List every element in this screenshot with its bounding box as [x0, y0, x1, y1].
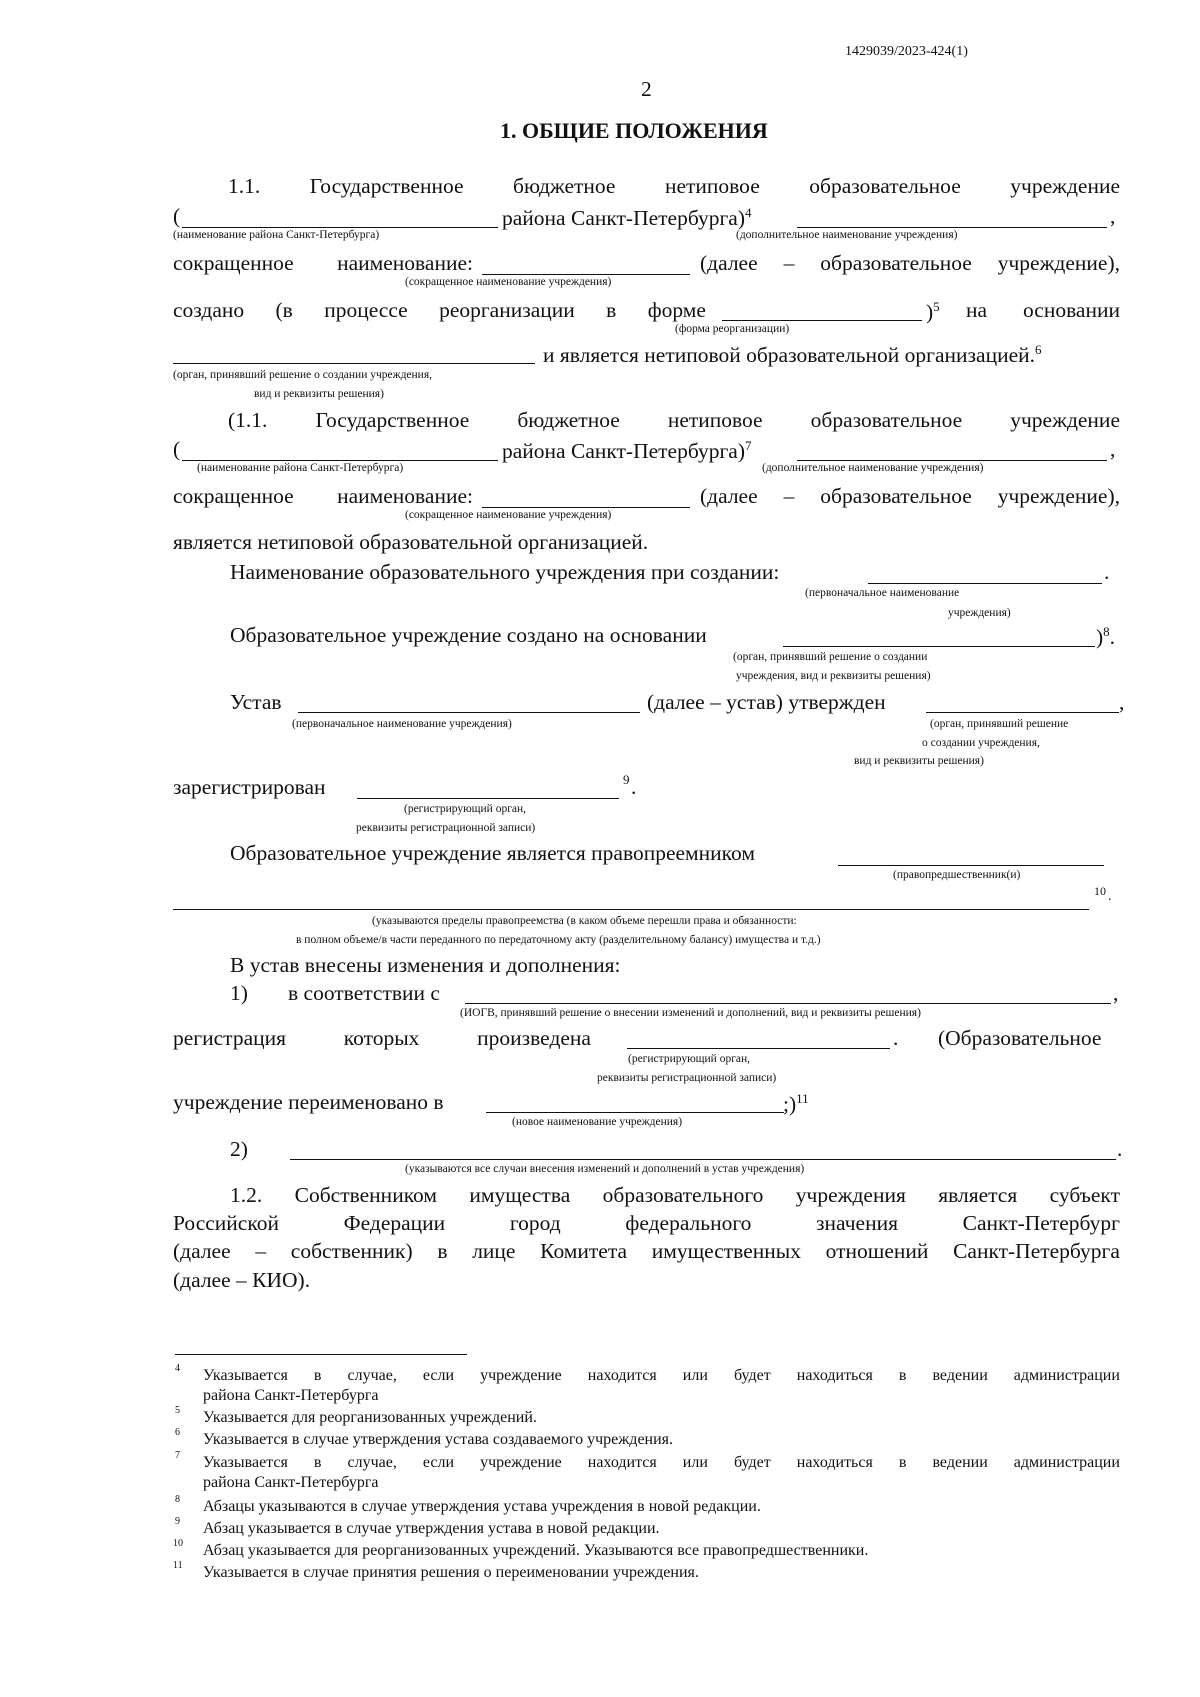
p2-short-blank — [482, 507, 690, 508]
footnote-5-text: Указывается для реорганизованных учреждений. — [203, 1409, 537, 1426]
amendment-1-blank — [465, 1003, 1111, 1004]
amendment-renamed-text: учреждение переименовано в — [173, 1090, 444, 1114]
footnote-9-text: Абзац указывается в случае утверждения устава в новой редакции. — [203, 1520, 660, 1537]
p1-district-label: района Санкт-Петербурга)$^4$ — [502, 205, 752, 231]
footnote-4-line2: района Санкт-Петербурга — [203, 1387, 379, 1404]
footnote-11-text: Указывается в случае принятия решения о переименовании учреждения. — [203, 1564, 699, 1581]
p1-short-tail: (далее – образовательное учреждение), — [700, 251, 1120, 275]
footnote-6-number: 6 — [175, 1427, 180, 1438]
amendment-reg-dot: . — [893, 1026, 899, 1050]
amendment-2-dot: . — [1117, 1137, 1123, 1161]
amendment-1-comma: , — [1113, 981, 1119, 1005]
amendment-caption-new-name: (новое наименование учреждения) — [512, 1116, 683, 1128]
footnote-11-number: 11 — [173, 1560, 183, 1571]
charter-caption-body-2: о создании учреждения, — [922, 737, 1040, 749]
p1-line1: 1.1. Государственное бюджетное нетиповое образовательное учреждение — [228, 174, 1120, 198]
footnote-7-line1: Указывается в случае, если учреждение находится или будет находиться в ведении администрации — [203, 1454, 1120, 1471]
footnote-ref-6: 6 — [1035, 342, 1042, 357]
p2-short-label: сокращенное наименование: — [173, 484, 473, 508]
footnote-ref-9: 9 — [623, 772, 630, 787]
p1-caption-body-2: вид и реквизиты решения) — [254, 388, 384, 400]
amendment-reg-words: регистрация которых произведена — [173, 1026, 591, 1050]
successor-scope-blank — [173, 909, 1089, 910]
amendment-renamed-blank — [486, 1112, 784, 1113]
successor-caption-predecessor: (правопредшественник(и) — [893, 869, 1021, 881]
p2-additional-blank — [797, 460, 1107, 461]
footnote-8-text: Абзацы указываются в случае утверждения устава учреждения в новой редакции. — [203, 1498, 761, 1515]
p1-caption-reorg-form: (форма реорганизации) — [675, 323, 790, 335]
charter-label: Устав — [230, 690, 282, 714]
amendment-reg-tail: (Образовательное — [938, 1026, 1102, 1050]
amendment-renamed-close: ;)$^{11}$ — [783, 1091, 809, 1117]
original-name-text: Наименование образовательного учреждения при создании: — [230, 560, 780, 584]
created-basis-close: )$^8$. — [1096, 624, 1116, 650]
p1-comma: , — [1110, 204, 1116, 228]
p1-caption-district: (наименование района Санкт-Петербурга) — [173, 229, 380, 241]
footnote-ref-10: 10 — [1094, 884, 1106, 898]
registered-caption-1: (регистрирующий орган, — [404, 803, 527, 815]
original-name-blank — [868, 583, 1102, 584]
charter-comma: , — [1119, 690, 1125, 714]
p1-nontypical: и является нетиповой образовательной организацией.$^6$ — [543, 342, 1042, 368]
successor-text: Образовательное учреждение является правопреемником — [230, 841, 755, 865]
p2-line1: (1.1. Государственное бюджетное нетиповое образовательное учреждение — [228, 408, 1120, 432]
original-name-dot: . — [1104, 560, 1110, 584]
page-number: 2 — [641, 77, 652, 101]
footnote-4-line1: Указывается в случае, если учреждение находится или будет находиться в ведении администрации — [203, 1367, 1120, 1384]
footnote-ref-5: 5 — [933, 299, 940, 314]
p1-body-blank — [173, 363, 535, 364]
p2-caption-district: (наименование района Санкт-Петербурга) — [197, 462, 404, 474]
registered-blank — [357, 798, 619, 799]
footnote-ref-8: 8 — [1103, 624, 1110, 639]
footnote-5-number: 5 — [175, 1405, 180, 1416]
amendment-reg-blank — [627, 1048, 890, 1049]
footnote-6-text: Указывается в случае утверждения устава создаваемого учреждения. — [203, 1431, 674, 1448]
p1-additional-blank — [797, 227, 1107, 228]
p12-line4: (далее – КИО). — [173, 1268, 311, 1292]
created-basis-text: Образовательное учреждение создано на основании — [230, 623, 707, 647]
p2-nontypical: является нетиповой образовательной организацией. — [173, 530, 649, 554]
registered-dot: . — [631, 775, 637, 799]
charter-body-blank — [926, 712, 1119, 713]
charter-caption-body-3: вид и реквизиты решения) — [854, 755, 984, 767]
amendments-intro: В устав внесены изменения и дополнения: — [230, 953, 621, 977]
p1-caption-additional: (дополнительное наименование учреждения) — [736, 229, 958, 241]
p2-district-blank — [182, 460, 498, 461]
document-number: 1429039/2023-424(1) — [845, 44, 968, 59]
p12-line1: 1.2. Собственником имущества образовательного учреждения является субъект — [230, 1183, 1120, 1207]
successor-caption-scope-2: в полном объеме/в части переданного по передаточному акту (разделительному балансу) имущества и т.д.) — [296, 934, 821, 946]
successor-dot: . — [1108, 889, 1112, 904]
p1-short-blank — [482, 274, 690, 275]
p1-caption-short: (сокращенное наименование учреждения) — [405, 276, 612, 288]
amendment-1-number: 1) — [230, 981, 248, 1005]
p1-caption-body-1: (орган, принявший решение о создании учреждения, — [173, 369, 432, 381]
footnote-10-number: 10 — [173, 1538, 183, 1549]
amendment-2-number: 2) — [230, 1137, 248, 1161]
footnote-10-text: Абзац указывается для реорганизованных учреждений. Указываются все правопредшественники. — [203, 1542, 869, 1559]
p12-line3: (далее – собственник) в лице Комитета имущественных отношений Санкт-Петербурга — [173, 1239, 1120, 1263]
p2-short-tail: (далее – образовательное учреждение), — [700, 484, 1120, 508]
footnote-9-number: 9 — [175, 1516, 180, 1527]
p1-open-paren: ( — [173, 204, 181, 228]
amendment-2-blank — [290, 1159, 1116, 1160]
registered-label: зарегистрирован — [173, 775, 326, 799]
p1-reorg-close: )$^5$ — [926, 299, 940, 325]
p1-basis: на основании — [966, 298, 1120, 322]
amendment-2-caption: (указываются все случаи внесения изменений и дополнений в устав учреждения) — [405, 1163, 805, 1175]
footnote-8-number: 8 — [175, 1494, 180, 1505]
successor-caption-scope-1: (указываются пределы правопреемства (в каком объеме перешли права и обязанности: — [372, 915, 797, 927]
p2-caption-additional: (дополнительное наименование учреждения) — [762, 462, 984, 474]
footnote-ref-11: 11 — [796, 1091, 809, 1106]
amendment-1-caption-iogv: (ИОГВ, принявший решение о внесении изменений и дополнений, вид и реквизиты решения) — [460, 1007, 921, 1019]
charter-middle: (далее – устав) утвержден — [647, 690, 886, 714]
p2-caption-short: (сокращенное наименование учреждения) — [405, 509, 612, 521]
p2-open-paren: ( — [173, 437, 181, 461]
amendment-1-text: в соответствии с — [288, 981, 440, 1005]
charter-caption-name: (первоначальное наименование учреждения) — [292, 718, 512, 730]
p2-comma: , — [1110, 437, 1116, 461]
charter-caption-body-1: (орган, принявший решение — [930, 718, 1069, 730]
p1-short-label: сокращенное наименование: — [173, 251, 473, 275]
p2-district-label: района Санкт-Петербурга)$^7$ — [502, 438, 752, 464]
amendment-reg-caption-2: реквизиты регистрационной записи) — [597, 1072, 777, 1084]
created-basis-caption-2: учреждения, вид и реквизиты решения) — [736, 670, 931, 682]
p1-reorg-blank — [722, 320, 922, 321]
successor-blank — [838, 865, 1104, 866]
p1-district-blank — [182, 227, 498, 228]
footnote-4-number: 4 — [175, 1363, 180, 1374]
original-name-caption-2: учреждения) — [948, 607, 1011, 619]
charter-name-blank — [298, 712, 640, 713]
p1-created: создано (в процессе реорганизации в форме — [173, 298, 706, 322]
footnote-7-line2: района Санкт-Петербурга — [203, 1474, 379, 1491]
footnote-ref-7: 7 — [744, 438, 752, 453]
created-basis-blank — [783, 646, 1095, 647]
section-title: 1. ОБЩИЕ ПОЛОЖЕНИЯ — [500, 118, 768, 143]
footnote-7-number: 7 — [175, 1450, 180, 1461]
p12-line2: Российской Федерации город федерального значения Санкт-Петербург — [173, 1211, 1120, 1235]
registered-caption-2: реквизиты регистрационной записи) — [356, 822, 536, 834]
created-basis-caption-1: (орган, принявший решение о создании — [733, 651, 928, 663]
footnote-ref-4: 4 — [744, 205, 752, 220]
amendment-reg-caption-1: (регистрирующий орган, — [628, 1053, 751, 1065]
original-name-caption-1: (первоначальное наименование — [805, 587, 960, 599]
footnote-separator — [175, 1354, 467, 1355]
